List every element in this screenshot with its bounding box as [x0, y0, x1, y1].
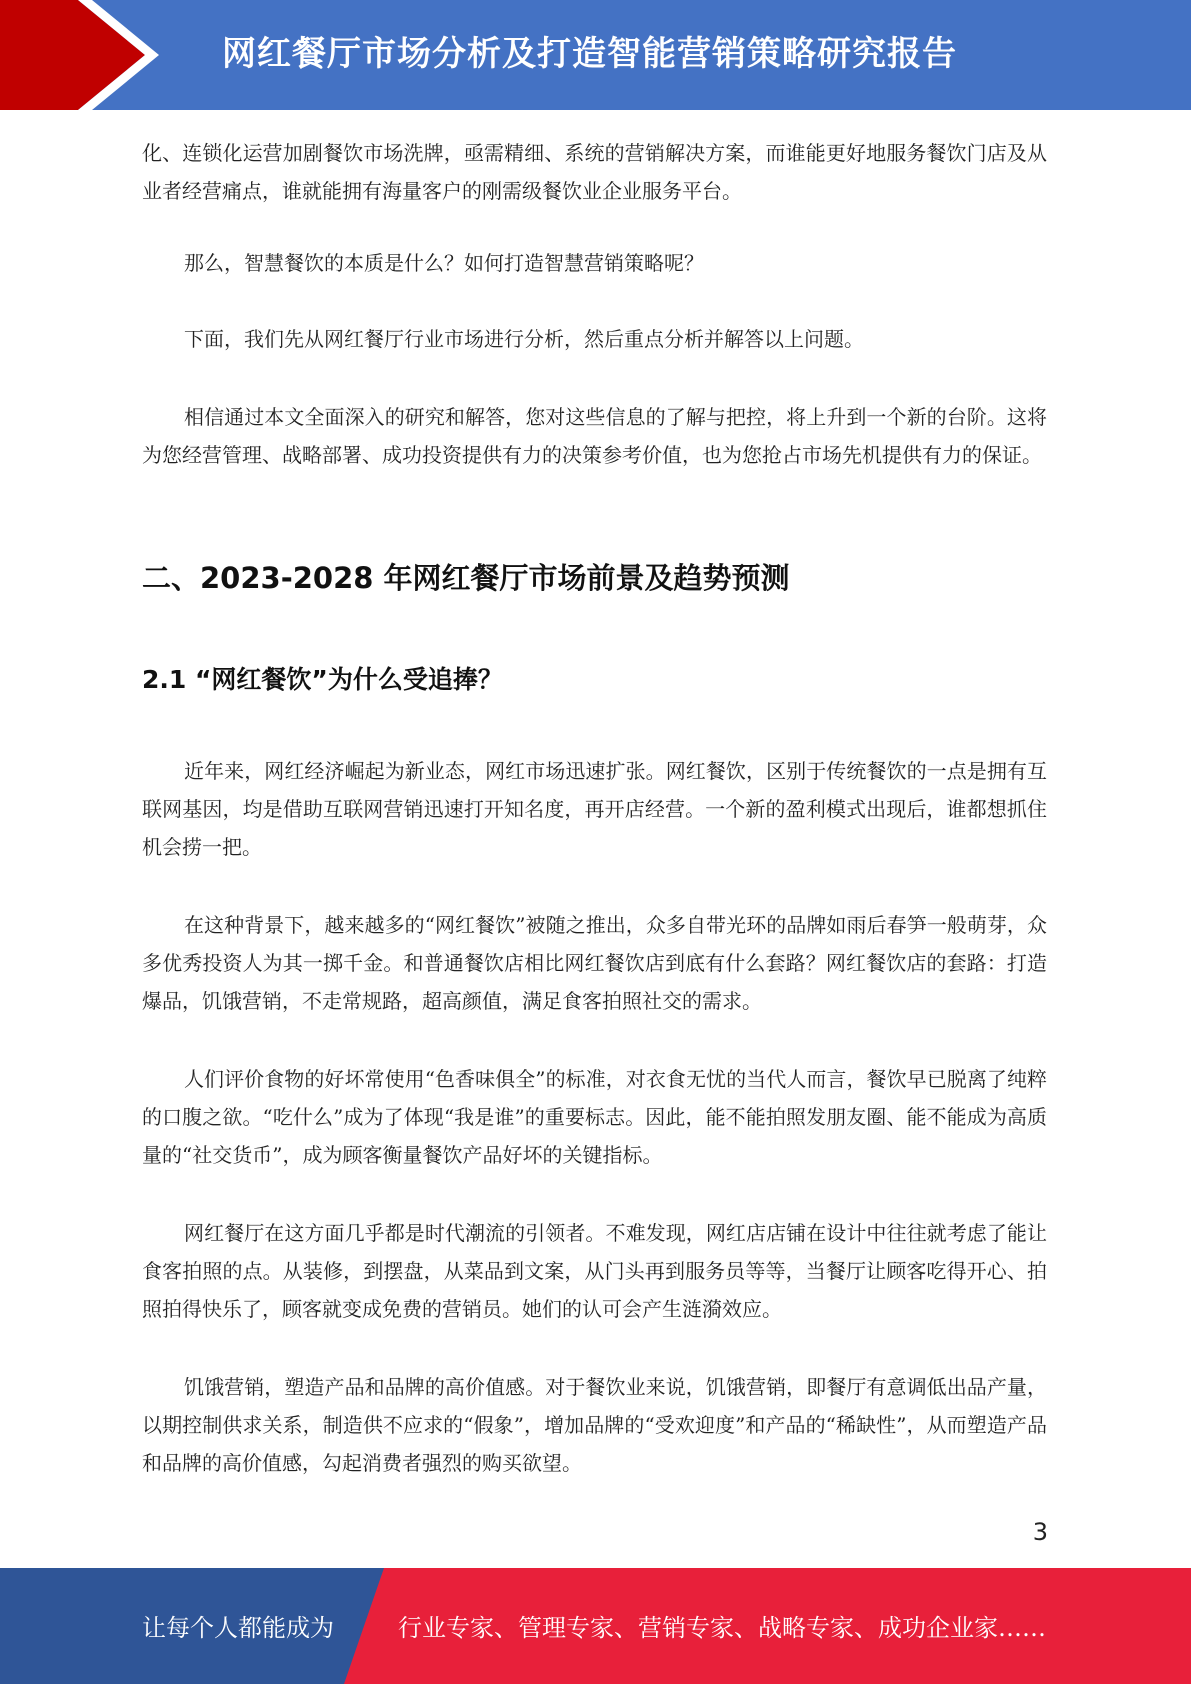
paragraph-6: 在这种背景下，越来越多的“网红餐饮”被随之推出，众多自带光环的品牌如雨后春笋一般萌芽，众多优秀投资人为其一掷千金。和普通餐饮店相比网红餐饮店到底有什么套路？网红餐饮店的套路：打造爆品，饥饿营销，不走常规路，超高颜值，满足食客拍照社交的需求。 [142, 913, 1047, 1013]
footer-banner [0, 1568, 1191, 1684]
paragraph-7: 人们评价食物的好坏常使用“色香味俱全”的标准，对衣食无忧的当代人而言，餐饮早已脱离了纯粹的口腹之欲。“吃什么”成为了体现“我是谁”的重要标志。因此，能不能拍照发朋友圈、能不能成为高质量的“社交货币”，成为顾客衡量餐饮产品好坏的关键指标。 [142, 1067, 1047, 1167]
paragraph-3: 下面，我们先从网红餐厅行业市场进行分析，然后重点分析并解答以上问题。 [184, 327, 864, 351]
paragraph-9: 饥饿营销，塑造产品和品牌的高价值感。对于餐饮业来说，饥饿营销，即餐厅有意调低出品产量，以期控制供求关系，制造供不应求的“假象”，增加品牌的“受欢迎度”和产品的“稀缺性”，从而塑造产品和品牌的高价值感，勾起消费者强烈的购买欲望。 [142, 1375, 1047, 1475]
footer-slogan-right: 行业专家、管理专家、营销专家、战略专家、成功企业家…… [398, 1614, 1046, 1642]
report-title: 网红餐厅市场分析及打造智能营销策略研究报告 [222, 34, 957, 74]
subsection-heading: 2.1 “网红餐饮”为什么受追捧？ [142, 665, 503, 694]
paragraph-4: 相信通过本文全面深入的研究和解答，您对这些信息的了解与把控，将上升到一个新的台阶。这将为您经营管理、战略部署、成功投资提供有力的决策参考价值，也为您抢占市场先机提供有力的保证。 [142, 405, 1047, 467]
section-heading: 二、2023-2028 年网红餐厅市场前景及趋势预测 [142, 561, 790, 595]
paragraph-1: 化、连锁化运营加剧餐饮市场洗牌，亟需精细、系统的营销解决方案，而谁能更好地服务餐饮门店及从业者经营痛点，谁就能拥有海量客户的刚需级餐饮业企业服务平台。 [142, 141, 1047, 203]
paragraph-5: 近年来，网红经济崛起为新业态，网红市场迅速扩张。网红餐饮，区别于传统餐饮的一点是拥有互联网基因，均是借助互联网营销迅速打开知名度，再开店经营。一个新的盈利模式出现后，谁都想抓住机会捞一把。 [142, 759, 1047, 859]
page-number: 3 [1032, 1518, 1048, 1546]
header-banner [0, 0, 1191, 110]
paragraph-2: 那么，智慧餐饮的本质是什么？如何打造智慧营销策略呢？ [184, 251, 704, 275]
paragraph-8: 网红餐厅在这方面几乎都是时代潮流的引领者。不难发现，网红店店铺在设计中往往就考虑了能让食客拍照的点。从装修，到摆盘，从菜品到文案，从门头再到服务员等等，当餐厅让顾客吃得开心、拍照拍得快乐了，顾客就变成免费的营销员。她们的认可会产生涟漪效应。 [142, 1221, 1047, 1321]
footer-slogan-left: 让每个人都能成为 [142, 1614, 334, 1642]
